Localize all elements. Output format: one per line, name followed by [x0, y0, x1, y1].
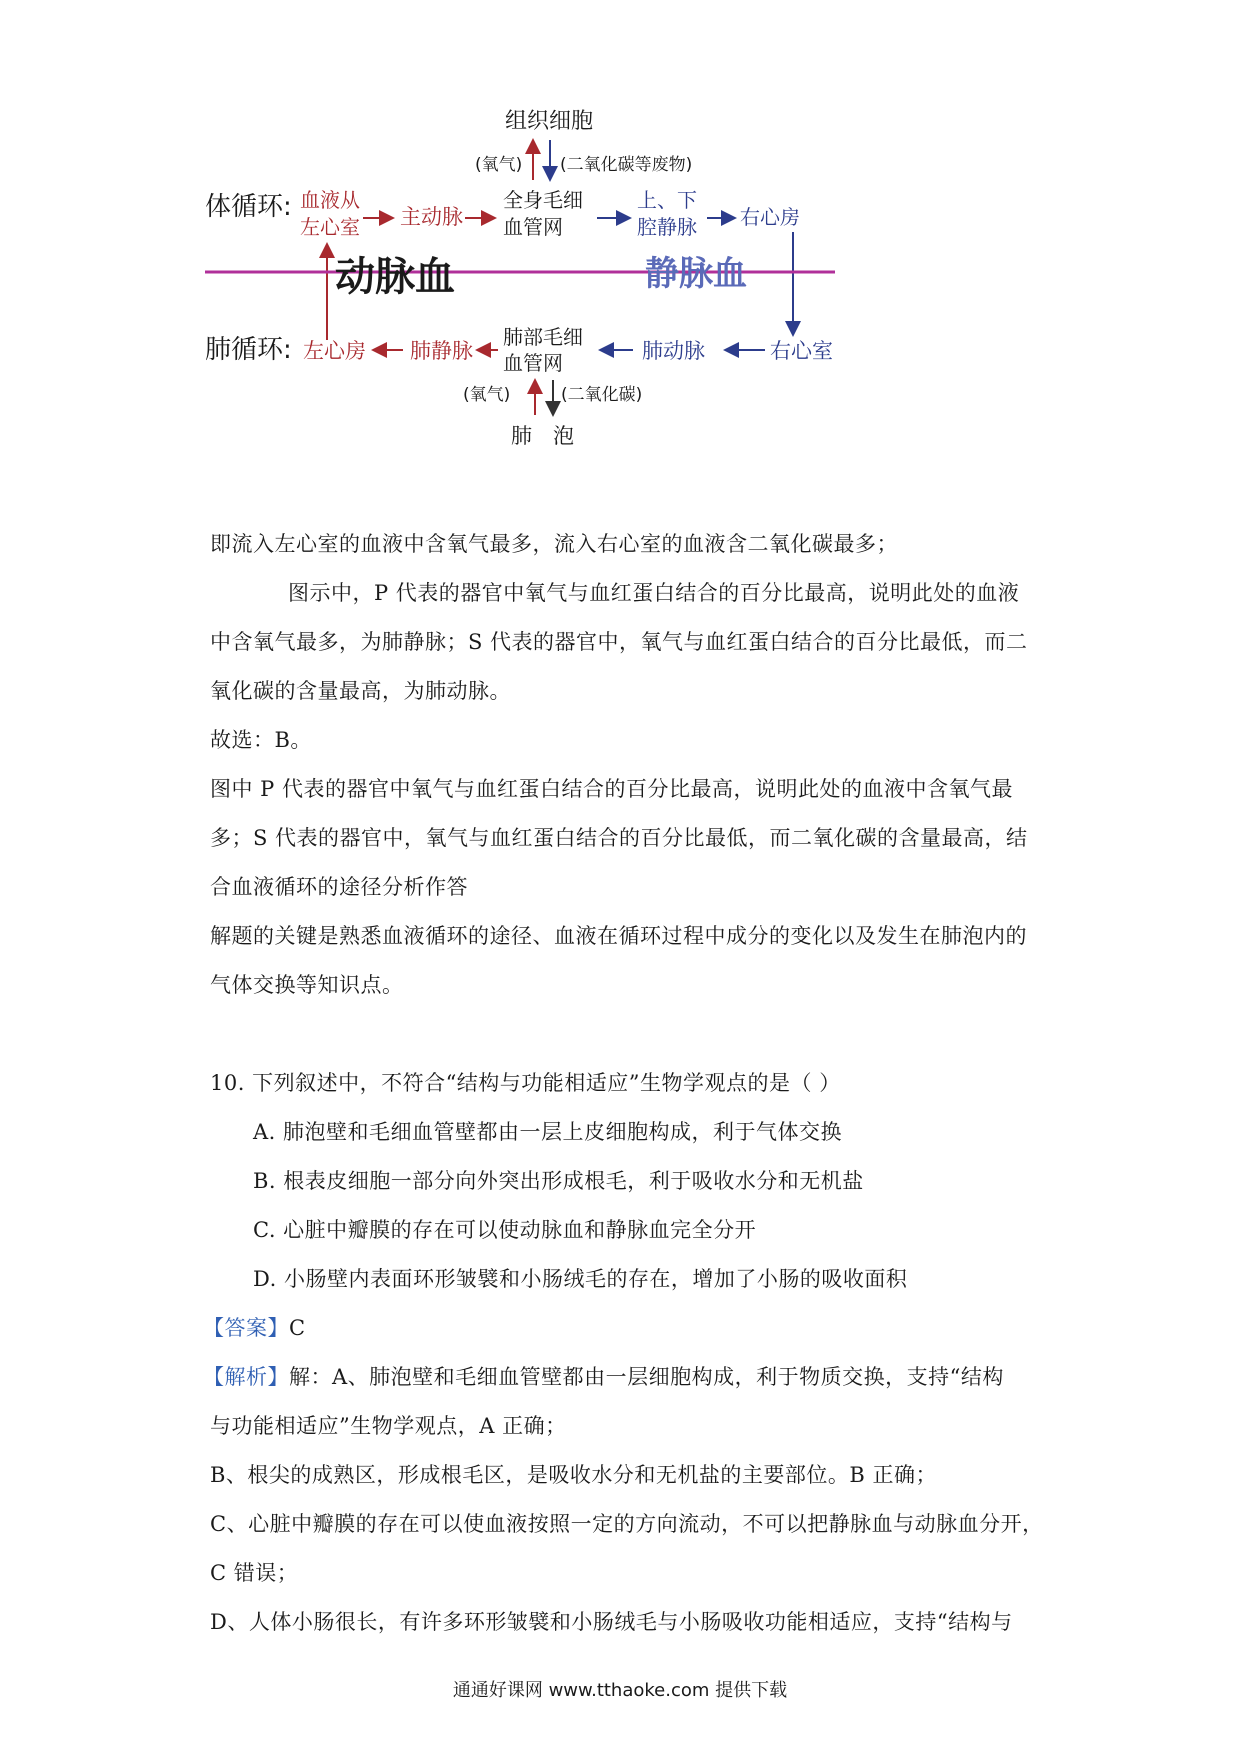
pulmonary-vein-label: 肺静脉 — [410, 339, 473, 363]
pulmonary-capillary-label-1: 肺部毛细 — [503, 325, 583, 349]
hint-line: 合血液循环的途径分析作答 — [210, 875, 468, 899]
blood-from-label: 血液从 — [300, 188, 360, 212]
page-footer: 通通好课网 www.tthaoke.com 提供下载 — [452, 1680, 788, 1701]
systemic-capillary-label-2: 血管网 — [503, 215, 563, 239]
arterial-blood-label: 动脉血 — [335, 254, 455, 300]
blood-circulation-diagram — [205, 100, 835, 510]
hint-line: 多；S 代表的器官中，氧气与血红蛋白结合的百分比最低，而二氧化碳的含量最高，结 — [210, 826, 1028, 850]
analysis-line: D、人体小肠很长，有许多环形皱襞和小肠绒毛与小肠吸收功能相适应，支持“结构与 — [210, 1610, 1013, 1634]
explanation-line: 中含氧气最多，为肺静脉；S 代表的器官中，氧气与血红蛋白结合的百分比最低，而二 — [210, 630, 1028, 654]
pulmonary-capillary-label-2: 血管网 — [503, 351, 563, 375]
analysis-line — [203, 1362, 1004, 1392]
analysis-line: B、根尖的成熟区，形成根毛区，是吸收水分和无机盐的主要部位。B 正确； — [210, 1463, 938, 1487]
option-b: B. 根表皮细胞一部分向外突出形成根毛，利于吸收水分和无机盐 — [253, 1169, 864, 1193]
option-c: C. 心脏中瓣膜的存在可以使动脉血和静脉血完全分开 — [253, 1218, 757, 1242]
explanation-line: 即流入左心室的血液中含氧气最多，流入右心室的血液含二氧化碳最多； — [210, 532, 898, 556]
option-d: D. 小肠壁内表面环形皱襞和小肠绒毛的存在，增加了小肠的吸收面积 — [253, 1267, 908, 1291]
co2-bottom-label: (二氧化碳) — [561, 385, 643, 405]
pulmonary-artery-label: 肺动脉 — [642, 339, 705, 363]
right-ventricle-label: 右心室 — [770, 339, 833, 363]
venous-blood-label: 静脉血 — [645, 254, 747, 294]
analysis-tag: 【解析】 — [203, 1365, 289, 1389]
key-point-line: 解题的关键是熟悉血液循环的途径、血液在循环过程中成分的变化以及发生在肺泡内的 — [210, 924, 1027, 948]
answer-line — [203, 1313, 306, 1343]
explanation-line: 图示中，P 代表的器官中氧气与血红蛋白结合的百分比最高，说明此处的血液 — [288, 581, 1020, 605]
oxygen-bottom-label: (氧气) — [463, 385, 511, 405]
tissue-cells-label: 组织细胞 — [505, 109, 594, 134]
option-a: A. 肺泡壁和毛细血管壁都由一层上皮细胞构成，利于气体交换 — [253, 1120, 843, 1144]
vena-cava-label-1: 上、下 — [637, 188, 697, 212]
alveoli-label-2: 泡 — [553, 424, 574, 448]
key-point-line: 气体交换等知识点。 — [210, 973, 404, 997]
circulation-svg — [205, 100, 835, 510]
answer-tag: 【答案】 — [203, 1316, 289, 1340]
question-stem: 10. 下列叙述中，不符合“结构与功能相适应”生物学观点的是（ ） — [210, 1071, 841, 1095]
choice-line: 故选：B。 — [210, 728, 312, 752]
oxygen-top-label: (氧气) — [475, 155, 523, 175]
analysis-line: 与功能相适应”生物学观点，A 正确； — [210, 1414, 567, 1438]
answer-value: C — [289, 1316, 306, 1340]
analysis-line: C、心脏中瓣膜的存在可以使血液按照一定的方向流动，不可以把静脉血与动脉血分开， — [210, 1512, 1044, 1536]
alveoli-label-1: 肺 — [511, 424, 532, 448]
left-ventricle-label: 左心室 — [300, 215, 360, 239]
explanation-line: 氧化碳的含量最高，为肺动脉。 — [210, 679, 511, 703]
vena-cava-label-2: 腔静脉 — [637, 215, 697, 239]
co2-waste-label: (二氧化碳等废物) — [560, 155, 693, 175]
hint-line: 图中 P 代表的器官中氧气与血红蛋白结合的百分比最高，说明此处的血液中含氧气最 — [210, 777, 1013, 801]
systemic-capillary-label-1: 全身毛细 — [503, 188, 583, 212]
aorta-label: 主动脉 — [400, 205, 463, 229]
systemic-circulation-label: 体循环: — [205, 192, 292, 222]
analysis-text: 解：A、肺泡壁和毛细血管壁都由一层细胞构成，利于物质交换，支持“结构 — [289, 1365, 1004, 1389]
pulmonary-circulation-label: 肺循环: — [205, 335, 292, 365]
right-atrium-label: 右心房 — [740, 205, 800, 229]
analysis-line: C 错误； — [210, 1561, 299, 1585]
left-atrium-label: 左心房 — [303, 339, 366, 363]
